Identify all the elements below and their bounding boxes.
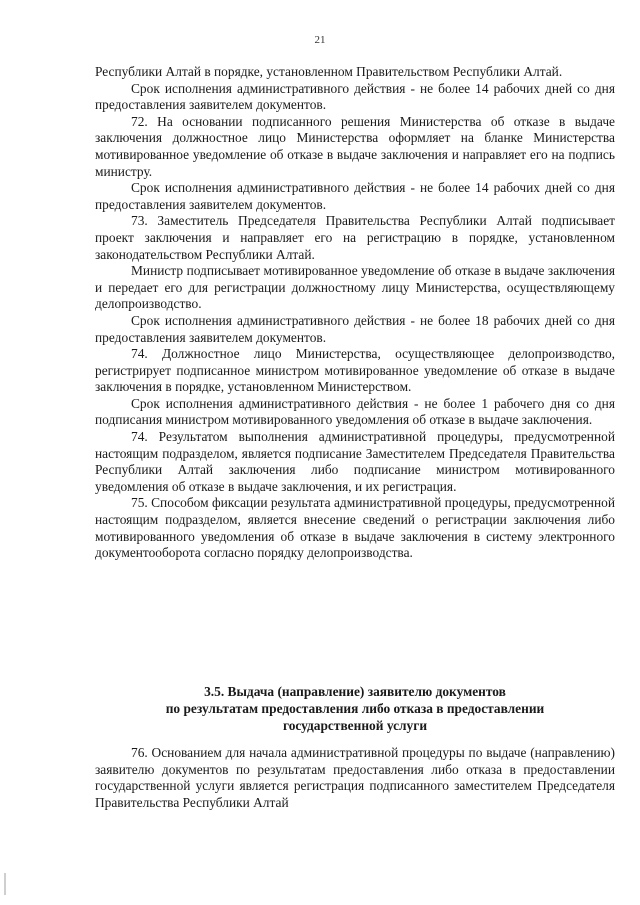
paragraph: 72. На основании подписанного решения Министерства об отказе в выдаче заключения должностное лицо Министерства оформляет на бланке Министерства мотивированное уведомление об отказе в выдаче заключения и направляет его на подпись министру. [95, 113, 615, 179]
paragraph: Срок исполнения административного действия - не более 14 рабочих дней со дня предоставления заявителем документов. [95, 180, 615, 212]
paragraph: Министр подписывает мотивированное уведомление об отказе в выдаче заключения и передает его для регистрации должностному лицу Министерства, осуществляющему делопроизводство. [95, 263, 615, 312]
paragraph: Республики Алтай в порядке, установленном Правительством Республики Алтай. [95, 64, 563, 79]
paragraph: Срок исполнения административного действия - не более 14 рабочих дней со дня предоставления заявителем документов. [95, 80, 615, 113]
section-heading [95, 683, 615, 734]
paragraph: 73. Заместитель Председателя Правительства Республики Алтай подписывает проект заключения и направляет его на регистрацию в порядке, установленном законодательством Республики Алтай. [95, 213, 615, 262]
paragraph: 74. Должностное лицо Министерства, осуществляющее делопроизводство, регистрирует подписанное министром мотивированное уведомление об отказе в выдаче заключения в порядке, установленном Министерством. [95, 346, 615, 395]
section-heading-line: 3.5. Выдача (направление) заявителю документов [204, 684, 506, 699]
scan-edge-mark [4, 873, 6, 895]
paragraph: 75. Способом фиксации результата административной процедуры, предусмотренной настоящим подразделом, является внесение сведений о регистрации заключения либо мотивированного уведомления об отказе в выдаче заключения в систему электронного документооборота согласно порядку делопроизводства. [95, 495, 615, 561]
body-text-bottom [95, 745, 615, 811]
paragraph: 74. Результатом выполнения административной процедуры, предусмотренной настоящим подразделом, является подписание Заместителем Председателя Правительства Республики Алтай заключения либо подписание министром мотивированного уведомления об отказе в выдаче заключения, и их регистрация. [95, 429, 615, 494]
section-heading-line: государственной услуги [282, 718, 428, 733]
page-number: 21 [314, 34, 326, 46]
body-text-top [95, 64, 615, 562]
paragraph: Срок исполнения административного действия - не более 1 рабочего дня со дня подписания министром мотивированного уведомления об отказе в выдаче заключения. [95, 395, 615, 428]
paragraph: 76. Основанием для начала административной процедуры по выдаче (направлению) заявителю документов по результатам предоставления либо отказа в предоставлении государственной услуги является регистрация подписанного заместителем Председателя Правительства Республики Алтай [95, 745, 615, 810]
paragraph: Срок исполнения административного действия - не более 18 рабочих дней со дня предоставления заявителем документов. [95, 312, 615, 345]
section-heading-line: по результатам предоставления либо отказа в предоставлении [165, 701, 545, 716]
